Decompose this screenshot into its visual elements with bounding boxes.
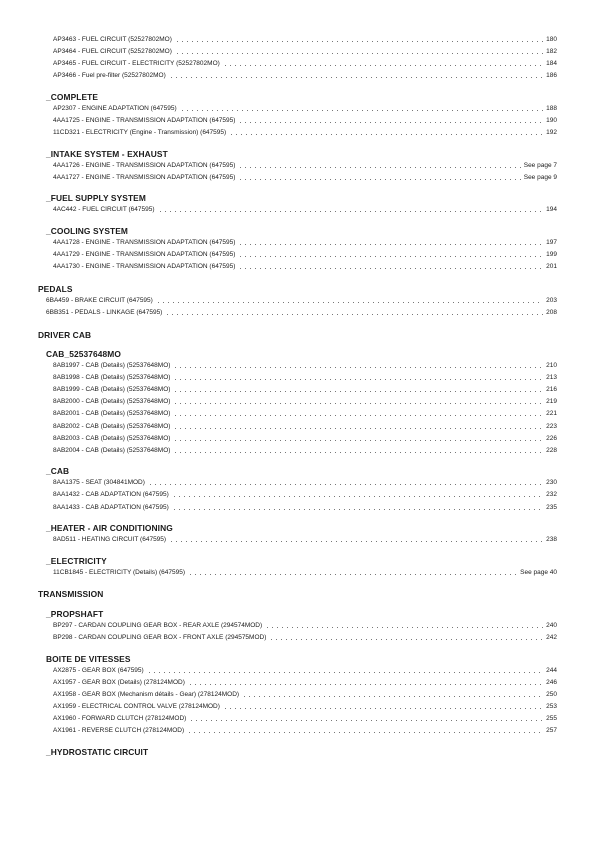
- toc-entry[interactable]: [53, 161, 557, 170]
- toc-entry-page: 180: [546, 36, 557, 43]
- toc-entry-label: [53, 173, 238, 182]
- dot-leader: [173, 367, 543, 368]
- toc-entry-code: 6BB351: [46, 308, 70, 316]
- toc-entry-label: [53, 59, 223, 68]
- toc-entry-separator: -: [76, 206, 83, 214]
- toc-entry-label: [53, 250, 238, 259]
- toc-entry[interactable]: [53, 503, 557, 512]
- toc-entry-page: 219: [546, 398, 557, 406]
- dot-leader: [169, 77, 543, 78]
- toc-entry-separator: -: [76, 536, 82, 544]
- toc-entry-title: Fuel pre-filter (52527802MO): [81, 72, 166, 80]
- toc-entry-separator: -: [76, 666, 82, 674]
- toc-entry[interactable]: [53, 262, 557, 271]
- toc-entry-code: 8AB1997: [53, 362, 80, 369]
- toc-entry-title: GEAR BOX (647595): [81, 666, 144, 674]
- toc-entry-code: 4AC442: [53, 206, 77, 214]
- toc-entry-page: 208: [546, 308, 557, 316]
- toc-entry[interactable]: [53, 666, 557, 675]
- section-heading: BOITE DE VITESSES: [46, 653, 131, 664]
- toc-entry-title: CAB (Details) (52537648MO): [85, 446, 171, 454]
- toc-entry-label: [53, 161, 238, 170]
- toc-entry-label: [53, 397, 173, 406]
- toc-entry-code: AX1958: [53, 690, 77, 698]
- dot-leader: [173, 415, 543, 416]
- dot-leader: [238, 167, 520, 168]
- toc-entry-separator: -: [79, 398, 86, 406]
- toc-entry[interactable]: [53, 385, 557, 394]
- toc-entry-label: [53, 621, 265, 630]
- toc-entry-label: [46, 308, 165, 317]
- toc-entry-page: 190: [546, 117, 557, 124]
- toc-entry-title: ENGINE ADAPTATION (647595): [81, 104, 177, 112]
- toc-entry[interactable]: [53, 422, 557, 431]
- toc-entry-label: [53, 446, 173, 455]
- toc-entry-title: CAB ADAPTATION (647595): [85, 491, 169, 499]
- toc-entry-title: CAB ADAPTATION (647595): [85, 503, 169, 511]
- dot-leader: [238, 179, 520, 180]
- dot-leader: [189, 720, 543, 721]
- toc-entry-code: 11CB1845: [53, 568, 84, 576]
- toc-entry-separator: -: [79, 434, 86, 442]
- toc-entry-title: FUEL CIRCUIT (52527802MO): [81, 36, 172, 43]
- toc-entry-code: 8AA1433: [53, 503, 80, 511]
- dot-leader: [223, 65, 543, 66]
- toc-entry-label: [53, 373, 173, 382]
- section-heading: _INTAKE SYSTEM - EXHAUST: [46, 148, 168, 159]
- dot-leader: [238, 244, 543, 245]
- toc-entry-code: AX1960: [53, 714, 77, 722]
- toc-entry[interactable]: [53, 59, 557, 68]
- dot-leader: [173, 452, 543, 453]
- toc-entry[interactable]: [53, 116, 557, 125]
- toc-entry-code: AP3465: [53, 60, 77, 68]
- toc-entry[interactable]: [53, 397, 557, 406]
- dot-leader: [188, 684, 543, 685]
- toc-entry-title: CAB (Details) (52537648MO): [85, 374, 171, 382]
- toc-entry-page: 226: [546, 434, 557, 442]
- toc-entry-label: [53, 690, 242, 699]
- toc-entry-separator: -: [76, 727, 82, 734]
- toc-entry-page: 188: [546, 104, 557, 112]
- toc-entry-code: 8AB2003: [53, 434, 80, 442]
- section-heading: _HEATER - AIR CONDITIONING: [46, 523, 173, 534]
- toc-entry-label: [53, 568, 188, 577]
- toc-entry-title: FUEL CIRCUIT (647595): [82, 206, 155, 214]
- toc-entry[interactable]: [53, 173, 557, 182]
- dot-leader: [172, 496, 543, 497]
- toc-entry-separator: -: [76, 104, 82, 112]
- toc-entry-code: AX2875: [53, 666, 77, 674]
- toc-entry-code: 4AA1730: [53, 263, 80, 271]
- toc-entry-title: PEDALS - LINKAGE (647595): [74, 308, 163, 316]
- toc-entry[interactable]: [53, 535, 557, 544]
- toc-entry-separator: -: [76, 690, 82, 698]
- dot-leader: [238, 256, 543, 257]
- dot-leader: [156, 302, 543, 303]
- dot-leader: [180, 110, 543, 111]
- toc-entry-separator: -: [79, 410, 86, 418]
- toc-entry-page: See page 40: [520, 568, 557, 576]
- toc-entry[interactable]: [53, 373, 557, 382]
- toc-entry-title: CAB (Details) (52537648MO): [85, 362, 171, 369]
- toc-entry-separator: -: [79, 479, 86, 487]
- dot-leader: [173, 440, 543, 441]
- toc-entry-label: [53, 128, 229, 137]
- toc-entry-page: 232: [546, 491, 557, 499]
- toc-entry-separator: -: [79, 422, 86, 430]
- toc-entry-title: FORWARD CLUTCH (278124MOD): [81, 714, 187, 722]
- toc-entry-page: 201: [546, 263, 557, 271]
- toc-entry-page: 213: [546, 374, 557, 382]
- section-heading: _CAB: [46, 466, 70, 477]
- toc-entry-page: 240: [546, 621, 557, 629]
- toc-entry-separator: -: [69, 296, 75, 304]
- toc-entry-code: 4AA1727: [53, 173, 80, 181]
- dot-leader: [265, 627, 543, 628]
- toc-entry-label: [53, 633, 269, 642]
- toc-entry-page: 203: [546, 296, 557, 304]
- dot-leader: [172, 509, 543, 510]
- toc-entry-separator: -: [79, 239, 86, 246]
- toc-entry-page: 192: [546, 129, 557, 137]
- toc-entry-separator: -: [79, 173, 86, 181]
- toc-entry-separator: -: [69, 308, 75, 316]
- toc-entry-page: 246: [546, 678, 557, 686]
- toc-entry[interactable]: [53, 714, 557, 723]
- toc-entry-label: [53, 238, 238, 247]
- toc-entry-title: CAB (Details) (52537648MO): [85, 410, 171, 418]
- toc-entry-page: See page 9: [523, 173, 557, 181]
- section-heading: _FUEL SUPPLY SYSTEM: [46, 193, 146, 204]
- toc-entry-page: 230: [546, 479, 557, 487]
- toc-entry-code: AX1959: [53, 702, 77, 710]
- toc-entry-page: 197: [546, 239, 557, 246]
- toc-entry-separator: -: [76, 714, 82, 722]
- dot-leader: [147, 672, 543, 673]
- toc-entry-separator: -: [83, 568, 90, 576]
- toc-entry[interactable]: [53, 678, 557, 687]
- dot-leader: [173, 379, 543, 380]
- toc-entry-page: 184: [546, 60, 557, 68]
- toc-entry-label: [53, 714, 189, 723]
- section-heading: _COOLING SYSTEM: [46, 226, 129, 236]
- section-heading: _HYDROSTATIC CIRCUIT: [46, 746, 149, 757]
- dot-leader: [188, 574, 517, 575]
- dot-leader: [158, 211, 544, 212]
- toc-entry-separator: -: [79, 491, 86, 499]
- dot-leader: [238, 122, 543, 123]
- toc-entry-code: 4AA1729: [53, 251, 80, 259]
- toc-entry-label: [53, 678, 188, 687]
- dot-leader: [238, 268, 543, 269]
- toc-entry[interactable]: [53, 690, 557, 699]
- toc-entry-title: FUEL CIRCUIT (52527802MO): [81, 48, 172, 56]
- toc-entry-title: FUEL CIRCUIT - ELECTRICITY (52527802MO): [81, 60, 220, 68]
- toc-entry-page: 250: [546, 690, 557, 698]
- toc-entry[interactable]: [53, 702, 557, 711]
- toc-entry-page: 257: [546, 727, 557, 734]
- toc-entry[interactable]: [53, 361, 557, 370]
- toc-entry-label: [53, 535, 169, 544]
- toc-entry-label: [53, 702, 223, 711]
- toc-entry-code: 4AA1726: [53, 161, 80, 169]
- toc-entry-label: [53, 361, 173, 370]
- toc-entry-separator: -: [76, 678, 82, 686]
- toc-entry-title: CAB (Details) (52537648MO): [85, 398, 171, 406]
- toc-entry-label: [53, 71, 169, 80]
- chapter-heading: TRANSMISSION: [38, 589, 104, 600]
- section-heading: _ELECTRICITY: [46, 555, 107, 566]
- toc-entry-code: 8AB2002: [53, 422, 80, 430]
- toc-entry-separator: -: [79, 161, 86, 169]
- toc-entry-label: [53, 205, 158, 214]
- toc-entry-label: [53, 47, 175, 56]
- toc-entry[interactable]: [53, 726, 557, 735]
- toc-entry-code: BP297: [53, 621, 73, 629]
- toc-entry-code: 8AD511: [53, 536, 77, 544]
- toc-entry-label: [53, 478, 148, 487]
- toc-entry-page: 244: [546, 666, 557, 674]
- toc-entry-code: 4AA1725: [53, 117, 80, 124]
- toc-entry[interactable]: [53, 238, 557, 247]
- toc-entry-code: 11CD321: [53, 129, 80, 137]
- toc-entry-title: REVERSE CLUTCH (278124MOD): [81, 727, 185, 734]
- toc-entry-label: [53, 434, 173, 443]
- toc-entry-label: [53, 409, 173, 418]
- toc-entry[interactable]: [53, 434, 557, 443]
- toc-entry-title: ENGINE - TRANSMISSION ADAPTATION (647595): [85, 239, 236, 246]
- toc-entry-page: See page 7: [523, 161, 557, 169]
- toc-entry-code: 8AA1375: [53, 479, 80, 487]
- toc-entry-title: CAB (Details) (52537648MO): [85, 422, 171, 430]
- dot-leader: [173, 391, 543, 392]
- toc-entry-separator: -: [76, 48, 82, 56]
- dot-leader: [223, 708, 543, 709]
- toc-entry-separator: -: [79, 362, 86, 369]
- toc-entry-separator: -: [72, 633, 79, 641]
- toc-entry-separator: -: [72, 621, 79, 629]
- toc-entry-code: 6BA459: [46, 296, 70, 304]
- toc-entry-separator: -: [79, 446, 86, 454]
- toc-entry-label: [53, 503, 172, 512]
- toc-entry[interactable]: [53, 104, 557, 113]
- toc-entry-code: 8AB1999: [53, 386, 80, 394]
- toc-entry[interactable]: [53, 35, 557, 44]
- dot-leader: [148, 484, 543, 485]
- dot-leader: [165, 314, 543, 315]
- toc-entry-separator: -: [79, 117, 86, 124]
- toc-entry-title: ELECTRICAL CONTROL VALVE (278124MOD): [81, 702, 220, 710]
- toc-entry-title: ENGINE - TRANSMISSION ADAPTATION (647595): [85, 173, 236, 181]
- toc-entry[interactable]: [53, 250, 557, 259]
- toc-entry-separator: -: [76, 72, 82, 80]
- toc-entry-label: [53, 490, 172, 499]
- toc-entry-label: [46, 296, 156, 305]
- toc-entry-separator: -: [79, 503, 86, 511]
- toc-entry-title: ELECTRICITY (Engine - Transmission) (647595): [85, 129, 227, 137]
- toc-entry[interactable]: [53, 478, 557, 487]
- toc-entry-title: CAB (Details) (52537648MO): [85, 434, 171, 442]
- toc-entry-title: GEAR BOX (Details) (278124MOD): [81, 678, 185, 686]
- toc-entry-code: AP3463: [53, 36, 77, 43]
- toc-entry[interactable]: [53, 205, 557, 214]
- toc-entry-separator: -: [79, 374, 86, 382]
- toc-entry-title: ELECTRICITY (Details) (647595): [89, 568, 185, 576]
- toc-entry-title: CAB (Details) (52537648MO): [85, 386, 171, 394]
- toc-entry-code: BP298: [53, 633, 73, 641]
- toc-entry-page: 221: [546, 410, 557, 418]
- toc-entry-title: ENGINE - TRANSMISSION ADAPTATION (647595): [85, 263, 236, 271]
- toc-entry[interactable]: [53, 568, 557, 577]
- toc-entry-title: ENGINE - TRANSMISSION ADAPTATION (647595): [85, 251, 236, 259]
- toc-entry-page: 186: [546, 72, 557, 80]
- toc-entry[interactable]: [53, 490, 557, 499]
- toc-entry-label: [53, 116, 238, 125]
- dot-leader: [169, 541, 543, 542]
- toc-entry-title: GEAR BOX (Mechanism détails - Gear) (278124MOD): [81, 690, 240, 698]
- toc-entry-page: 228: [546, 446, 557, 454]
- toc-entry-page: 199: [546, 251, 557, 259]
- section-heading: _COMPLETE: [46, 91, 99, 102]
- toc-entry-code: AP3466: [53, 72, 77, 80]
- toc-entry-title: ENGINE - TRANSMISSION ADAPTATION (647595): [85, 117, 236, 124]
- toc-entry-page: 255: [546, 714, 557, 722]
- toc-entry-code: 4AA1728: [53, 239, 80, 246]
- toc-entry[interactable]: [53, 621, 557, 630]
- dot-leader: [175, 53, 543, 54]
- toc-entry-label: [53, 385, 173, 394]
- toc-entry[interactable]: [53, 409, 557, 418]
- toc-entry-page: 216: [546, 386, 557, 394]
- toc-entry-title: BRAKE CIRCUIT (647595): [74, 296, 153, 304]
- toc-entry-title: CARDAN COUPLING GEAR BOX - FRONT AXLE (294575MOD): [78, 633, 267, 641]
- toc-entry[interactable]: [53, 633, 557, 642]
- toc-entry-label: [53, 666, 147, 675]
- toc-entry-code: AP3464: [53, 48, 77, 56]
- toc-entry-label: [53, 262, 238, 271]
- toc-entry-code: AX1957: [53, 678, 77, 686]
- toc-entry-separator: -: [79, 386, 86, 394]
- toc-entry-code: 8AA1432: [53, 491, 80, 499]
- dot-leader: [187, 732, 543, 733]
- toc-entry-title: SEAT (304841MOD): [85, 479, 145, 487]
- toc-entry-separator: -: [79, 251, 86, 259]
- toc-entry-title: CARDAN COUPLING GEAR BOX - REAR AXLE (294574MOD): [78, 621, 263, 629]
- toc-entry-separator: -: [79, 263, 86, 271]
- toc-entry-code: AP2307: [53, 104, 77, 112]
- dot-leader: [175, 41, 543, 42]
- section-heading: _PROPSHAFT: [46, 608, 104, 619]
- toc-entry-label: [53, 726, 187, 735]
- chapter-heading: DRIVER CAB: [38, 329, 92, 340]
- toc-entry-title: HEATING CIRCUIT (647595): [81, 536, 167, 544]
- toc-entry-separator: -: [76, 702, 82, 710]
- toc-entry-separator: -: [76, 60, 82, 68]
- toc-entry-page: 194: [546, 206, 557, 214]
- dot-leader: [229, 134, 543, 135]
- toc-entry[interactable]: [53, 446, 557, 455]
- toc-entry[interactable]: [53, 71, 557, 80]
- section-heading: CAB_52537648MO: [46, 349, 121, 359]
- toc-entry-title: ENGINE - TRANSMISSION ADAPTATION (647595): [85, 161, 236, 169]
- chapter-heading: PEDALS: [38, 283, 73, 294]
- toc-entry-label: [53, 422, 173, 431]
- toc-entry-code: 8AB1998: [53, 374, 80, 382]
- toc-entry-page: 235: [546, 503, 557, 511]
- dot-leader: [242, 696, 543, 697]
- toc-entry-code: 8AB2000: [53, 398, 80, 406]
- toc-entry-separator: -: [79, 129, 86, 137]
- toc-entry-code: 8AB2001: [53, 410, 80, 418]
- toc-entry[interactable]: [53, 47, 557, 56]
- toc-entry-code: AX1961: [53, 727, 77, 734]
- toc-entry-page: 182: [546, 48, 557, 56]
- toc-entry-separator: -: [76, 36, 82, 43]
- dot-leader: [173, 403, 543, 404]
- toc-entry-page: 242: [546, 633, 557, 641]
- toc-entry-page: 238: [546, 536, 557, 544]
- toc-entry-page: 223: [546, 422, 557, 430]
- toc-entry[interactable]: [46, 308, 557, 317]
- toc-entry-label: [53, 35, 175, 44]
- toc-entry-page: 210: [546, 362, 557, 369]
- toc-entry-label: [53, 104, 180, 113]
- toc-entry-page: 253: [546, 702, 557, 710]
- toc-entry-code: 8AB2004: [53, 446, 80, 454]
- toc-entry[interactable]: [53, 128, 557, 137]
- toc-entry[interactable]: [46, 296, 557, 305]
- dot-leader: [269, 639, 543, 640]
- dot-leader: [173, 428, 543, 429]
